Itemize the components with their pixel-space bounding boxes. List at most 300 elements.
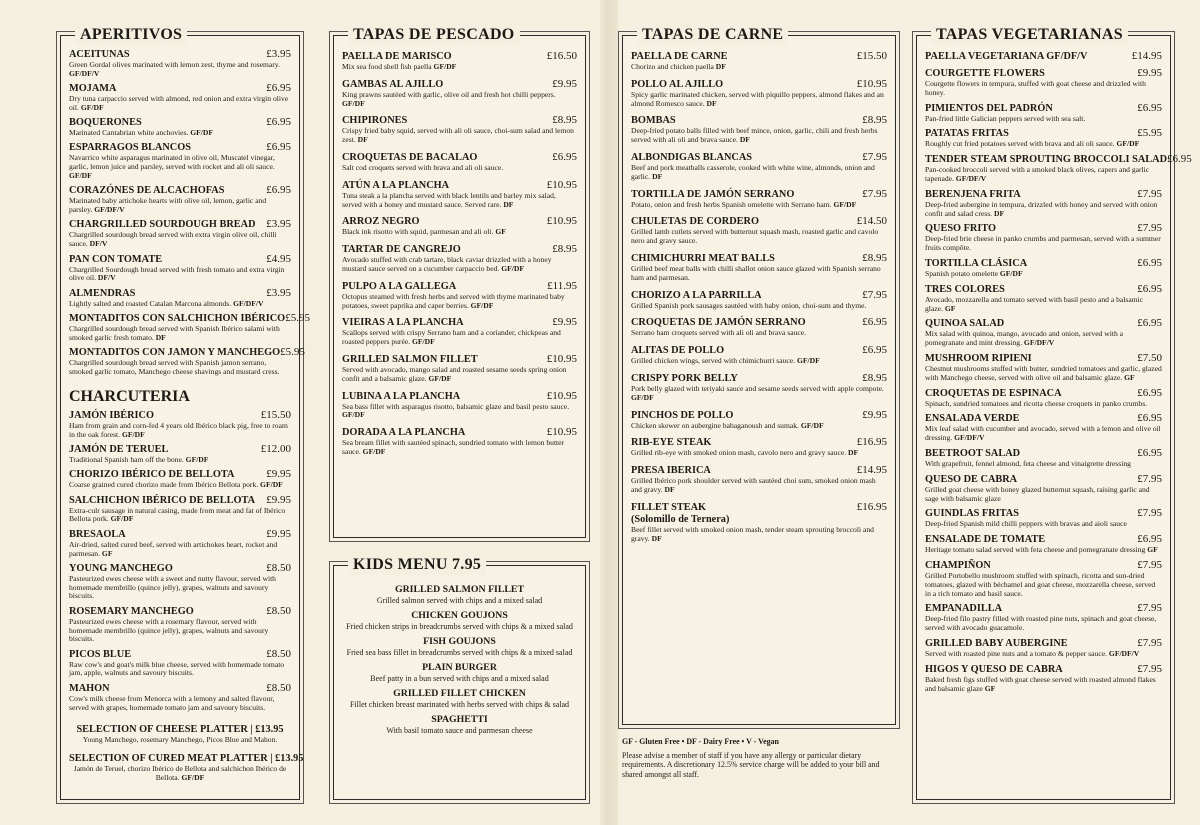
menu-item-description	[925, 365, 1162, 383]
aperitivos-list	[69, 48, 310, 393]
menu-item-desc-text: Extra-culr sausage in natural casing, made from meat and fat of Ibérico Bellota pork.	[69, 505, 286, 524]
menu-item	[631, 50, 887, 72]
menu-item	[342, 215, 577, 237]
dietary-tag: GF/DF	[342, 98, 365, 108]
menu-item-desc-text: Grilled rib-eye with smoked onion mash, cavolo nero and gravy sauce.	[631, 448, 847, 458]
menu-item-name: PINCHOS DE POLLO	[631, 409, 734, 421]
menu-item-desc-text: Served with avocado, mango salad and roasted sesame seeds spring onion confit and a balsamic glaze.	[342, 364, 567, 383]
menu-item-price: £7.95	[862, 288, 887, 301]
menu-item-desc-text: Sea bass fillet with asparagus risotto, balsamic glaze and basil pesto sauce.	[342, 401, 570, 411]
menu-item-name: ATÚN A LA PLANCHA	[342, 179, 450, 191]
platter-name: SELECTION OF CHEESE PLATTER | £13.95	[76, 724, 284, 735]
menu-item-description	[925, 400, 1162, 409]
panel-kids	[333, 556, 586, 800]
dietary-tag: DF	[651, 533, 662, 543]
menu-item-desc-text: Black ink risotto with squid, parmesan and ali oli.	[342, 227, 494, 237]
menu-item-name: CHIMICHURRI MEAT BALLS	[631, 252, 775, 264]
kids-item-name: FISH GOUJONS	[423, 636, 496, 647]
menu-item	[631, 289, 887, 311]
menu-item-name: CHAMPIÑON	[925, 559, 991, 571]
menu-item	[342, 390, 577, 421]
menu-item-price: £8.50	[266, 647, 291, 660]
dietary-tag: GF/DF	[1116, 139, 1140, 149]
menu-item-price: £6.95	[862, 316, 887, 329]
menu-item-price: £6.95	[1137, 446, 1162, 459]
menu-item-name: JAMÓN IBÉRICO	[69, 410, 154, 421]
kids-list	[342, 580, 577, 800]
section-title-aperitivos: APERITIVOS	[75, 25, 187, 45]
menu-item-desc-text: Octopus steamed with fresh herbs and served with thyme marinated baby potatoes, sweet paprika and caper berries.	[342, 291, 565, 310]
menu-item-name: PATATAS FRITAS	[925, 128, 1009, 140]
dietary-tag: DF	[993, 208, 1005, 218]
menu-item-price: £7.95	[1137, 602, 1162, 615]
menu-item-price: £15.50	[260, 409, 291, 421]
menu-item-price: £8.50	[266, 561, 291, 574]
menu-item-name: TARTAR DE CANGREJO	[342, 244, 461, 256]
menu-item	[925, 317, 1162, 348]
menu-item-description	[631, 201, 887, 210]
dietary-tag: GF/DF	[260, 480, 283, 490]
menu-item-name: BOMBAS	[631, 115, 676, 127]
menu-item-price: £8.95	[552, 243, 577, 256]
menu-item-desc-text: Spicy garlic marinated chicken, served with piquillo peppers, almond flakes and an almond Romesco sauce.	[631, 89, 884, 108]
menu-item-desc-text: Avocado stuffed with crab tartare, black caviar drizzled with a honey mustard sauce served on a cucumber carpaccio bed.	[342, 255, 552, 273]
menu-item	[631, 436, 887, 458]
menu-item-desc-text: Baked fresh figs stuffed with goat cheese served with roasted almond flakes and balsamic glaze	[925, 674, 1156, 693]
menu-item	[631, 114, 887, 145]
dietary-tag: GF/DF	[631, 392, 654, 402]
menu-item-description	[631, 302, 887, 311]
menu-item	[925, 188, 1162, 219]
menu-item-desc-text: Chargrilled sourdough bread served with extra virgin olive oil, chilli sauce.	[69, 230, 277, 249]
menu-item	[69, 682, 291, 713]
menu-item-description	[631, 127, 887, 145]
menu-item-price: £7.95	[862, 150, 887, 163]
menu-item-description	[631, 164, 887, 182]
menu-item-price: £6.95	[266, 141, 291, 154]
menu-item	[69, 605, 291, 644]
menu-item-price: £6.95	[266, 82, 291, 95]
menu-item-desc-text: Pasteurized ewes cheese with a rosemary flavour, served with homemade membrillo (quince jelly), grapes, walnuts and savoury biscuits.	[69, 616, 269, 644]
menu-item-name: QUESO DE CABRA	[925, 473, 1018, 485]
menu-item-desc-text: Air-dried, salted cured beef, served with artichokes heart, rocket and parmesan.	[69, 539, 278, 558]
dietary-tag: GF/DF	[796, 356, 820, 366]
menu-item-description	[342, 192, 577, 210]
menu-item-description	[342, 63, 577, 72]
menu-item-price: £10.95	[546, 215, 577, 228]
menu-item	[631, 464, 887, 495]
menu-item-name: DORADA A LA PLANCHA	[342, 427, 466, 439]
menu-item	[925, 559, 1162, 598]
menu-item-description	[342, 366, 577, 384]
dietary-tag: GF	[495, 227, 506, 237]
menu-item-description	[342, 256, 577, 274]
menu-item-name: PICOS BLUE	[69, 648, 132, 660]
menu-item-price: £8.95	[862, 251, 887, 264]
dietary-tag: GF/DF/V	[94, 205, 125, 215]
kids-item-description: Fillet chicken breast marinated with herbs served with chips & salad	[349, 700, 570, 709]
kids-item-description: Grilled salmon served with chips and a mixed salad	[376, 596, 543, 605]
menu-item-name: HIGOS Y QUESO DE CABRA	[925, 663, 1063, 675]
menu-item-price: £6.95	[1137, 282, 1162, 295]
menu-item-name: MONTADITOS CON SALCHICHON IBÉRICO	[69, 312, 286, 324]
menu-item	[69, 218, 291, 249]
menu-item-name: PAELLA VEGETARIANA GF/DF/V	[925, 51, 1088, 62]
dietary-tag: DF	[357, 135, 368, 145]
dietary-tag: GF/DF	[800, 420, 824, 430]
menu-item-desc-text: Crispy fried baby squid, served with ali oli sauce, choi-sum salad and lemon zest.	[342, 126, 574, 145]
menu-item	[925, 127, 1162, 149]
kids-item-description: With basil tomato sauce and parmesan cheese	[386, 726, 533, 735]
dietary-tag: GF	[944, 303, 956, 313]
menu-item	[69, 311, 310, 343]
menu-item-price: £15.50	[856, 50, 887, 62]
menu-item-price: £14.95	[1131, 50, 1162, 62]
menu-item-description	[69, 325, 291, 343]
menu-item-description	[925, 166, 1162, 184]
menu-item-price: £9.95	[552, 77, 577, 90]
menu-item	[631, 372, 887, 403]
menu-item-description	[69, 231, 291, 249]
menu-item	[69, 141, 291, 180]
platter-description	[69, 736, 291, 745]
menu-item-price: £14.95	[856, 464, 887, 477]
menu-item-price: £8.95	[862, 371, 887, 384]
menu-item-desc-text: Grilled Ibérico pork shoulder served with sautéed choi sum, smoked onion mash and gravy.	[631, 476, 876, 494]
menu-item-desc-text: Grilled lamb cutlets served with butternut squash mash, roasted garlic and cavolo nero and gravy sauce.	[631, 227, 879, 246]
menu-item-name: ALITAS DE POLLO	[631, 345, 725, 357]
section-title-carne: TAPAS DE CARNE	[637, 25, 788, 45]
menu-item-description	[69, 541, 291, 559]
menu-item-name: CHORIZO A LA PARRILLA	[631, 289, 762, 301]
menu-item-name: FILLET STEAK	[631, 501, 707, 513]
dietary-tag: GF/DF	[433, 62, 457, 71]
menu-item-name: ESPARRAGOS BLANCOS	[69, 142, 191, 154]
menu-item	[925, 533, 1162, 555]
menu-item-price: £10.95	[546, 352, 577, 365]
menu-item-desc-text: Grilled Portobello mushroom stuffed with spinach, ricotta and sun-dried tomatoes, glazed with béchamel and goat cheese, mozzarella cheese, served in a rich tomato and basil sauce.	[925, 570, 1156, 598]
menu-item-subname: (Solomillo de Ternera)	[631, 513, 730, 525]
charcuteria-list	[69, 409, 291, 712]
menu-item-price: £6.95	[552, 150, 577, 163]
menu-item	[631, 188, 887, 210]
kids-item-name: CHICKEN GOUJONS	[411, 610, 508, 621]
menu-item-price: £6.95	[266, 184, 291, 197]
menu-item-name: ARROZ NEGRO	[342, 216, 420, 228]
menu-item-price: £7.95	[1137, 222, 1162, 235]
menu-item-description	[925, 676, 1162, 694]
menu-item-name: ROSEMARY MANCHEGO	[69, 605, 194, 617]
menu-item-name: MAHON	[69, 682, 110, 694]
menu-item-name: POLLO AL AJILLO	[631, 78, 724, 90]
menu-item-price: £5.95	[1137, 127, 1162, 140]
menu-item-desc-text: Potato, onion and fresh herbs Spanish omelette with Serrano ham.	[631, 199, 832, 209]
menu-item-name: GUINDLAS FRITAS	[925, 508, 1019, 520]
platter-item	[69, 724, 291, 745]
menu-item-price: £9.95	[862, 408, 887, 421]
menu-item	[925, 473, 1162, 504]
menu-item-name: GAMBAS AL AJILLO	[342, 78, 444, 90]
menu-item-description	[342, 439, 577, 457]
menu-item-desc-text: Chorizo and chicken paella	[631, 62, 714, 71]
dietary-tag: DF	[706, 98, 717, 108]
menu-item-description	[69, 575, 291, 601]
menu-item-name: MOJAMA	[69, 83, 117, 95]
dietary-tag: GF/DF/V	[1023, 338, 1055, 348]
menu-item-description	[925, 140, 1162, 149]
menu-item	[925, 412, 1162, 443]
menu-item	[342, 316, 577, 347]
menu-item-name: ENSALADE DE TOMATE	[925, 534, 1046, 546]
menu-item-name: YOUNG MANCHEGO	[69, 562, 173, 574]
menu-item-price: £10.95	[546, 426, 577, 439]
menu-item-name: CHULETAS DE CORDERO	[631, 216, 759, 228]
menu-item-description	[925, 486, 1162, 504]
menu-item	[69, 562, 291, 601]
menu-item	[925, 283, 1162, 314]
menu-item-desc-text: Pan-cooked broccoli served with a smoked black olives, capers and garlic tapenade.	[925, 165, 1150, 183]
menu-item-desc-text: Cow's milk cheese from Menorca with a lemony and salted flavour, served with grapes, homemade tomato jam and savoury biscuits.	[69, 693, 275, 712]
kids-item-name: SPAGHETTI	[431, 714, 488, 725]
menu-item-description	[925, 425, 1162, 443]
menu-item-name: CROQUETAS DE ESPINACA	[925, 387, 1062, 399]
menu-item-description	[69, 129, 291, 138]
menu-item	[69, 82, 291, 113]
platter-name: SELECTION OF CURED MEAT PLATTER | £13.95	[69, 752, 304, 764]
menu-item	[69, 287, 291, 309]
menu-item-desc-text: Navarrico white asparagus marinated in olive oil, Muscatel vinegar, garlic, lemon juice and parsley, served with rocket and ali oli sauce.	[69, 153, 275, 172]
menu-item-desc-text: Lightly salted and roasted Catalan Marcona almonds.	[69, 298, 232, 308]
menu-item-name: ALMENDRAS	[69, 287, 136, 299]
menu-item	[631, 151, 887, 182]
footer-note	[622, 737, 902, 779]
menu-item-description	[925, 572, 1162, 598]
menu-item-price: £11.95	[547, 279, 577, 292]
dietary-tag: DF	[652, 171, 663, 181]
platter-desc-text: Jamón de Teruel, chorizo Ibérico de Bellota and salchichon Ibérico de Bellota.	[73, 763, 287, 782]
menu-item-description	[69, 300, 291, 309]
menu-item-desc-text: Marinated Cantabrian white anchovies.	[69, 128, 189, 138]
menu-item-description	[342, 403, 577, 421]
menu-item-desc-text: Chargrilled Sourdough bread served with fresh tomato and extra virgin olive oil.	[69, 264, 285, 283]
menu-item	[69, 648, 291, 679]
menu-item-price: £7.95	[1137, 558, 1162, 571]
menu-item-desc-text: Pan-fried little Galician peppers served with sea salt.	[925, 113, 1086, 123]
menu-item-description	[342, 91, 577, 109]
dietary-tag: GF	[1147, 545, 1158, 555]
pescado-list	[342, 50, 577, 535]
dietary-tag: DF	[715, 62, 726, 71]
menu-item-description	[925, 296, 1162, 314]
dietary-tag: GF/DF	[190, 128, 214, 138]
menu-item-desc-text: Deep-fried brie cheese in panko crumbs and parmesan, served with a summer fruits compôte.	[925, 234, 1161, 253]
menu-item-desc-text: Mix leaf salad with cucumber and avocado, served with a lemon and olive oil dressing.	[925, 424, 1161, 443]
menu-item-name: TRES COLORES	[925, 283, 1005, 295]
menu-item-name: SALCHICHON IBÉRICO DE BELLOTA	[69, 494, 256, 506]
menu-item	[925, 102, 1162, 124]
menu-item-description	[69, 481, 291, 490]
menu-item-name: CRISPY PORK BELLY	[631, 372, 738, 384]
menu-item-desc-text: Grilled beef meat balls with chilli shallot onion sauce glazed with Spanish serrano ham and parmesan.	[631, 263, 881, 282]
allergy-note: Please advise a member of staff if you have any allergy or particular dietary requirements. A discretionary 12.5% service charge will be added to your bill and shared amongst all staff.	[622, 750, 880, 779]
menu-item	[69, 494, 291, 525]
menu-item-description	[631, 265, 887, 283]
menu-item-desc-text: Deep-fried Spanish mild chilli peppers with bravas and aioli sauce	[925, 519, 1127, 529]
menu-item	[925, 257, 1162, 279]
section-title-vegetarianas: TAPAS VEGETARIANAS	[931, 25, 1128, 45]
dietary-tag: GF/DF	[181, 772, 205, 782]
menu-item-price: £8.50	[266, 604, 291, 617]
menu-item-description	[925, 115, 1162, 124]
dietary-tag: GF/DF	[833, 199, 857, 209]
platter-item	[69, 752, 304, 783]
menu-item	[631, 252, 887, 283]
menu-item	[342, 426, 577, 457]
carne-list	[631, 50, 887, 722]
dietary-tag: GF/DF/V	[954, 433, 985, 443]
menu-item	[631, 344, 887, 366]
vegetarianas-list	[925, 50, 1192, 798]
menu-item	[925, 602, 1162, 633]
menu-item-description	[631, 385, 887, 403]
menu-item-desc-text: Beef and pork meatballs casserole, cooked with white wine, almonds, onion and garlic.	[631, 162, 875, 181]
dietary-tag: GF/DF	[80, 102, 104, 112]
menu-item-description	[925, 546, 1162, 555]
menu-item-description	[342, 329, 577, 347]
menu-item-name: QUINOA SALAD	[925, 318, 1005, 330]
menu-item	[69, 528, 291, 559]
menu-item	[69, 48, 291, 79]
dietary-tag: GF	[1124, 372, 1135, 382]
menu-item-desc-text: King prawns sautéed with garlic, olive oil and fresh hot chilli peppers.	[342, 89, 556, 99]
menu-item-description	[342, 293, 577, 311]
menu-item-name: BEETROOT SALAD	[925, 447, 1021, 459]
section-title-pescado: TAPAS DE PESCADO	[348, 25, 520, 45]
menu-item-desc-text: Grilled chicken wings, served with chimichurri sauce.	[631, 356, 796, 366]
menu-item-description	[631, 228, 887, 246]
kids-item-name: GRILLED FILLET CHICKEN	[393, 688, 526, 699]
menu-item-desc-text: Chargrilled sourdough bread served with Spanish jamon serrano, smoked garlic tomato, Manchego cheese shavings and mustard cress.	[69, 358, 280, 376]
menu-item-description	[342, 228, 577, 237]
menu-item-price: £16.50	[546, 50, 577, 62]
menu-item	[925, 663, 1162, 694]
menu-item-desc-text: Roughly cut fried potatoes served with brava and ali oli sauce.	[925, 139, 1115, 149]
dietary-tag: GF/DF/V	[233, 298, 264, 308]
menu-item-name: CROQUETAS DE JAMÓN SERRANO	[631, 317, 806, 329]
menu-item	[69, 443, 291, 465]
menu-item-desc-text: Raw cow's and goat's milk blue cheese, served with homemade tomato jam, apple, walnuts and savoury biscuits.	[69, 659, 285, 678]
menu-item	[631, 409, 887, 431]
dietary-tag: DF	[848, 448, 859, 458]
menu-item-description	[69, 695, 291, 713]
dietary-tag: GF/DF	[69, 171, 92, 181]
dietary-tag: GF/DF/V	[69, 68, 100, 78]
dietary-tag: GF/DF/V	[1108, 648, 1140, 658]
menu-item-name: LUBINA A LA PLANCHA	[342, 390, 461, 402]
menu-item-name: TENDER STEAM SPROUTING BROCCOLI SALAD	[925, 154, 1168, 166]
menu-item-name: TORTILLA DE JAMÓN SERRANO	[631, 188, 795, 200]
menu-item-description	[631, 477, 887, 495]
dietary-tag: GF/DF	[470, 300, 494, 310]
menu-item-desc-text: Spinach, sundried tomatoes and ricotta cheese croquets in panko crumbs.	[925, 398, 1148, 408]
menu-item-desc-text: Served with roasted pine nuts and a tomato & pepper sauce.	[925, 648, 1107, 658]
menu-item-name: PRESA IBERICA	[631, 465, 711, 477]
menu-item-desc-text: Salt cod croquets served with brava and ali oli sauce.	[342, 162, 504, 172]
menu-item-price: £7.95	[1137, 662, 1162, 675]
menu-item-price: £16.95	[856, 500, 887, 513]
menu-item	[925, 67, 1162, 98]
menu-item-desc-text: Chestnut mushrooms stuffed with butter, sundried tomatoes and garlic, glazed with Manchego cheese, served with olive oil and balsamic glaze.	[925, 363, 1162, 382]
menu-item-desc-text: Deep-fried potato balls filled with beef mince, onion, garlic, chili and fresh herbs served with ali oli and brava sauce.	[631, 126, 878, 145]
menu-item-price: £10.95	[546, 178, 577, 191]
dietary-tag: DF/V	[97, 273, 116, 283]
menu-item-price: £9.95	[552, 316, 577, 329]
menu-item-description	[925, 80, 1162, 98]
menu-item-desc-text: Spanish potato omelette	[925, 268, 998, 278]
menu-item-name: QUESO FRITO	[925, 223, 997, 235]
menu-item-name: JAMÓN DE TERUEL	[69, 444, 169, 456]
menu-item-desc-text: With grapefruit, fennel almond, feta cheese and vinaigrette dressing	[925, 458, 1131, 468]
menu-item-name: CHARGRILLED SOURDOUGH BREAD	[69, 219, 256, 231]
menu-item-name: BOQUERONES	[69, 117, 142, 129]
menu-item-price: £8.95	[552, 114, 577, 127]
menu-item	[69, 253, 291, 284]
menu-item-description	[342, 127, 577, 145]
menu-item-price: £7.95	[1137, 472, 1162, 485]
menu-item-price: £4.95	[266, 252, 291, 265]
menu-item-name: BRESAOLA	[69, 528, 126, 540]
menu-item-price: £7.50	[1137, 351, 1162, 364]
menu-item-name: PAELLA DE CARNE	[631, 51, 728, 62]
menu-item-price: £6.95	[1137, 101, 1162, 114]
menu-item-description	[69, 61, 291, 79]
menu-item-desc-text: Traditional Spanish ham off the bone.	[69, 455, 184, 465]
menu-item-price: £7.95	[1137, 187, 1162, 200]
menu-item-description	[631, 526, 887, 544]
menu-item-desc-text: Deep-fried aubergine in tempura, drizzled with honey and served with onion confit and salad cress.	[925, 199, 1158, 218]
menu-item-name: RIB-EYE STEAK	[631, 437, 712, 449]
menu-item-price: £9.95	[266, 527, 291, 540]
menu-item-description	[925, 615, 1162, 633]
menu-item-price: £10.95	[546, 389, 577, 402]
menu-item-desc-text: Pork belly glazed with teriyaki sauce and sesame seeds served with apple compote.	[631, 383, 884, 393]
menu-item-desc-text: Grilled Spanish pork sausages sautéed with baby onion, choi-sum and thyme.	[631, 300, 867, 310]
menu-item-desc-text: Ham from grain and corn-fed 4 years old Ibérico black pig, free to roam in the oak forest.	[69, 421, 288, 439]
menu-item-name: PAN CON TOMATE	[69, 253, 163, 265]
menu-item	[69, 468, 291, 490]
panel-vegetarianas	[916, 26, 1192, 800]
panel-pescado	[333, 26, 586, 538]
menu-item-price: £6.95	[1137, 317, 1162, 330]
menu-item-header	[925, 50, 1162, 63]
menu-item-price: £6.95	[1167, 153, 1192, 166]
menu-item-desc-text: Deep-fried filo pastry filled with roasted pine nuts, spinach and goat cheese, served with avocado guacamole.	[925, 614, 1157, 633]
menu-item-description	[69, 507, 291, 525]
menu-item	[925, 637, 1162, 659]
menu-item-price: £14.50	[856, 215, 887, 228]
menu-item-desc-text: Mix salad with quinoa, mango, avocado and onion, served with a pomegranate and mint dressing.	[925, 329, 1124, 348]
menu-item	[631, 501, 887, 544]
menu-item-desc-text: Dry tuna carpaccio served with almond, red onion and extra virgin olive oil.	[69, 94, 289, 112]
menu-item-desc-text: Beef fillet served with smoked onion mash, tender steam sprouting broccoli and gravy.	[631, 524, 874, 543]
menu-item-price: £7.95	[1137, 636, 1162, 649]
menu-item-name: CHIPIRONES	[342, 115, 408, 127]
section-title-charcuteria: CHARCUTERIA	[69, 388, 190, 405]
page-fold	[600, 0, 618, 825]
menu-item	[925, 153, 1192, 184]
menu-item-description	[69, 266, 291, 284]
menu-item-desc-text: Green Gordal olives marinated with lemon zest, thyme and rosemary.	[69, 60, 281, 69]
